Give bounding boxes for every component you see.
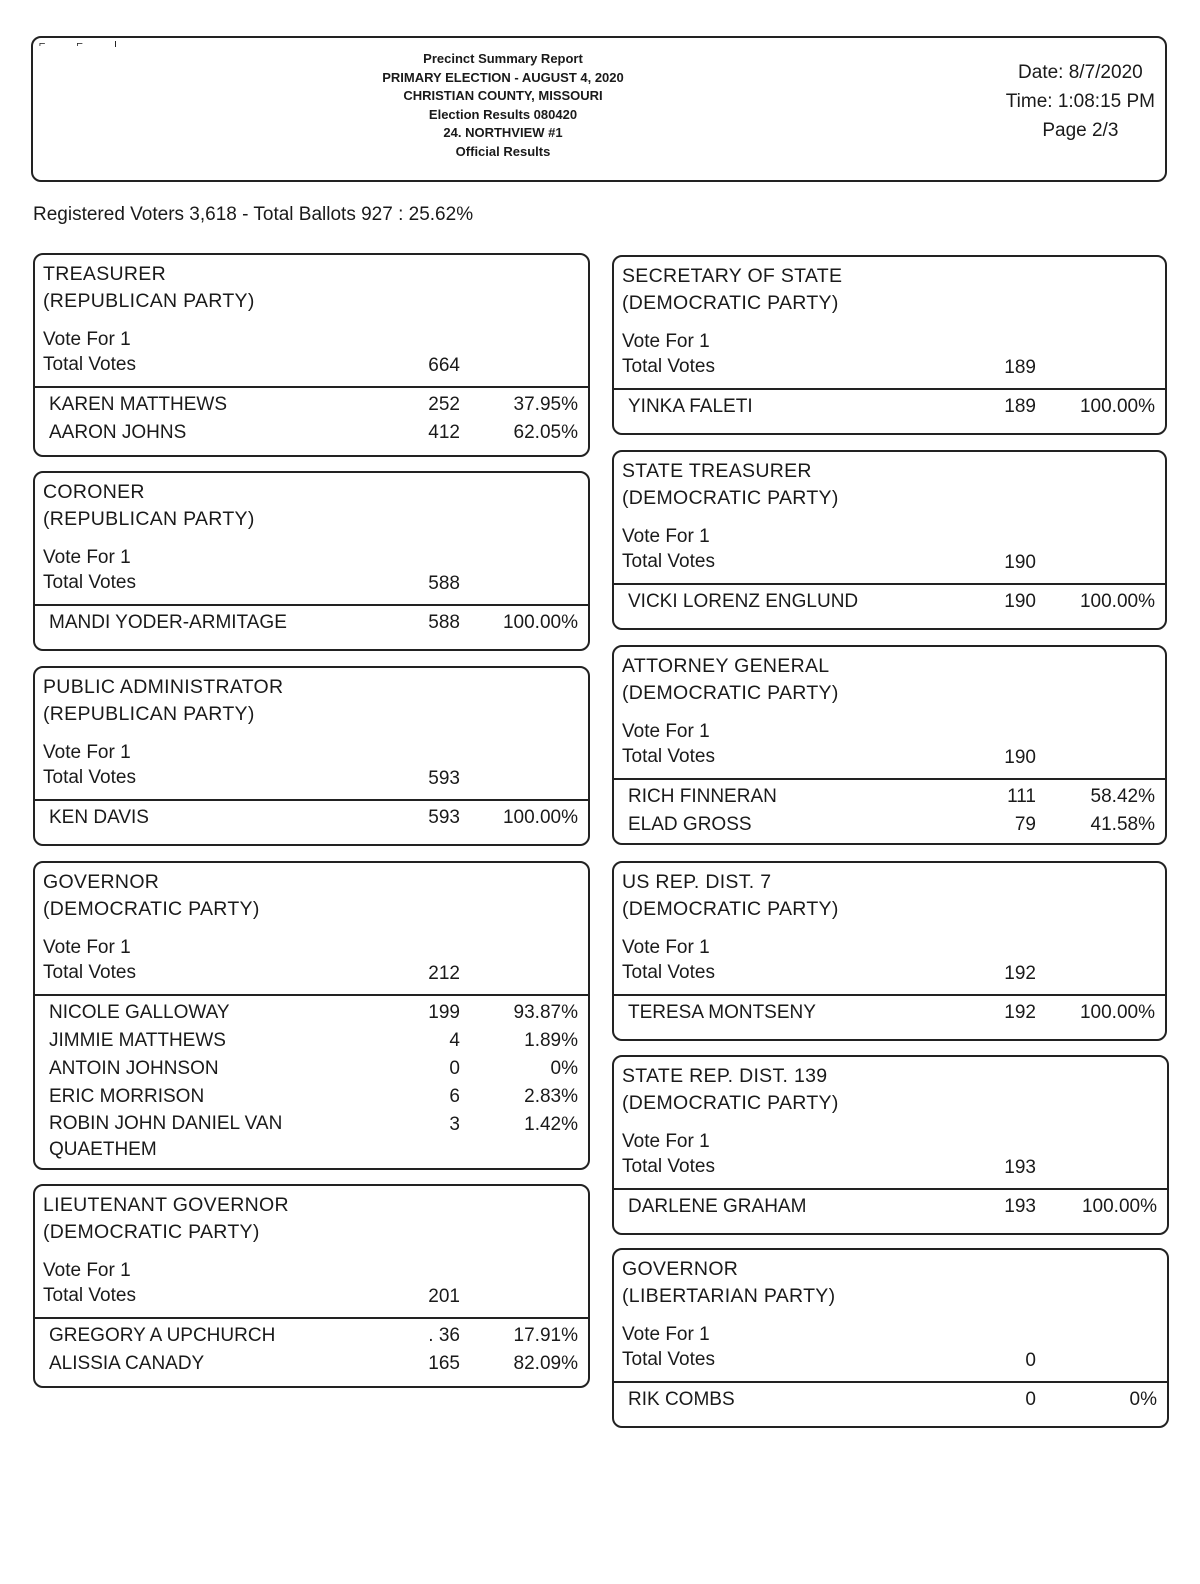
race-party: (DEMOCRATIC PARTY)	[622, 682, 839, 704]
candidate-row	[49, 804, 578, 832]
total-votes-value: 593	[428, 768, 460, 789]
race-party: (DEMOCRATIC PARTY)	[622, 487, 839, 509]
race-office: GOVERNOR	[622, 1258, 739, 1280]
race-party: (REPUBLICAN PARTY)	[43, 508, 255, 530]
candidate-row	[49, 1027, 578, 1055]
race-office: US REP. DIST. 7	[622, 871, 772, 893]
race-office: STATE TREASURER	[622, 460, 812, 482]
candidate-percent: 100.00%	[1081, 1196, 1157, 1217]
total-votes-value: 192	[1004, 963, 1036, 984]
candidate-row	[628, 811, 1155, 839]
race-office: PUBLIC ADMINISTRATOR	[43, 676, 284, 698]
candidate-name: RICH FINNERAN	[628, 786, 777, 807]
page-number: Page 2/3	[1042, 120, 1119, 141]
candidate-name: RIK COMBS	[628, 1389, 735, 1410]
race-box	[612, 861, 1167, 1041]
candidate-name: KAREN MATTHEWS	[49, 394, 228, 415]
results-status: Official Results	[455, 143, 551, 159]
vote-for-label: Vote For 1	[43, 1260, 131, 1281]
candidate-votes: 593	[428, 807, 460, 828]
report-title: Precinct Summary Report	[423, 51, 583, 66]
race-party: (REPUBLICAN PARTY)	[43, 290, 255, 312]
total-votes-label: Total Votes	[43, 767, 136, 788]
candidate-percent: 1.42%	[524, 1114, 578, 1135]
candidate-percent: 1.89%	[524, 1030, 578, 1051]
total-votes-label: Total Votes	[622, 962, 715, 983]
vote-for-label: Vote For 1	[622, 1131, 710, 1152]
total-votes-value: 664	[428, 355, 460, 376]
candidate-name: ALISSIA CANADY	[49, 1353, 205, 1374]
race-office: SECRETARY OF STATE	[622, 265, 843, 287]
vote-for-label: Vote For 1	[622, 331, 710, 352]
candidate-row	[49, 1111, 578, 1160]
candidate-votes: 4	[449, 1030, 460, 1051]
total-votes-value: 212	[428, 963, 460, 984]
candidate-row	[49, 1055, 578, 1083]
candidate-votes: 189	[1004, 396, 1036, 417]
candidate-votes: 165	[428, 1353, 460, 1374]
candidate-votes: 193	[1004, 1196, 1036, 1217]
results-id: Election Results 080420	[428, 106, 578, 122]
race-party: (DEMOCRATIC PARTY)	[622, 898, 839, 920]
candidate-percent: 2.83%	[524, 1086, 578, 1107]
race-divider	[35, 604, 588, 606]
candidate-votes: 252	[428, 394, 460, 415]
race-office: LIEUTENANT GOVERNOR	[43, 1194, 289, 1216]
candidate-row	[628, 393, 1155, 421]
total-votes-label: Total Votes	[43, 1285, 136, 1306]
race-title	[622, 1256, 835, 1310]
candidate-votes: 0	[449, 1058, 460, 1079]
candidate-votes: 192	[1004, 1002, 1036, 1023]
race-title	[43, 674, 283, 728]
candidate-percent: 0%	[1129, 1389, 1157, 1410]
race-divider	[614, 583, 1165, 585]
candidate-name: ERIC MORRISON	[49, 1086, 205, 1107]
candidate-row	[628, 1193, 1157, 1221]
candidate-votes: . 36	[428, 1325, 460, 1346]
race-title	[43, 869, 260, 923]
total-votes-value: 201	[428, 1286, 460, 1307]
race-party: (DEMOCRATIC PARTY)	[43, 898, 260, 920]
candidate-votes: 3	[449, 1114, 460, 1135]
race-divider	[35, 994, 588, 996]
candidate-percent: 93.87%	[513, 1002, 578, 1023]
race-party: (DEMOCRATIC PARTY)	[622, 292, 839, 314]
report-date: Date: 8/7/2020	[1018, 62, 1143, 83]
total-votes-label: Total Votes	[43, 962, 136, 983]
candidate-percent: 0%	[550, 1058, 578, 1079]
candidate-votes: 0	[1025, 1389, 1036, 1410]
race-divider	[35, 1317, 588, 1319]
race-divider	[614, 1381, 1167, 1383]
total-votes-value: 193	[1004, 1157, 1036, 1178]
candidate-name: ANTOIN JOHNSON	[49, 1058, 219, 1079]
candidate-percent: 100.00%	[502, 807, 578, 828]
candidate-name: VICKI LORENZ ENGLUND	[628, 591, 859, 612]
race-divider	[35, 386, 588, 388]
report-meta	[1006, 58, 1155, 145]
candidate-row	[628, 588, 1155, 616]
vote-for-label: Vote For 1	[43, 547, 131, 568]
race-box	[33, 253, 590, 457]
total-votes-value: 190	[1004, 747, 1036, 768]
turnout-summary: Registered Voters 3,618 - Total Ballots 927 : 25.62%	[33, 204, 474, 225]
candidate-name: YINKA FALETI	[628, 396, 753, 417]
race-party: (DEMOCRATIC PARTY)	[622, 1092, 839, 1114]
candidate-name: ELAD GROSS	[628, 814, 752, 835]
candidate-percent: 82.09%	[513, 1353, 578, 1374]
candidate-row	[628, 783, 1155, 811]
candidate-percent: 41.58%	[1090, 814, 1155, 835]
candidate-votes: 79	[1014, 814, 1036, 835]
race-divider	[614, 778, 1165, 780]
race-title	[622, 1063, 839, 1117]
candidate-name: NICOLE GALLOWAY	[49, 1002, 230, 1023]
vote-for-label: Vote For 1	[43, 742, 131, 763]
race-title	[43, 1192, 289, 1246]
precinct-name: 24. NORTHVIEW #1	[443, 125, 563, 140]
candidate-percent: 37.95%	[513, 394, 578, 415]
race-party: (LIBERTARIAN PARTY)	[622, 1285, 836, 1307]
candidate-percent: 17.91%	[513, 1325, 578, 1346]
race-box	[33, 1184, 590, 1388]
race-divider	[614, 1188, 1167, 1190]
race-office: STATE REP. DIST. 139	[622, 1065, 828, 1087]
candidate-percent: 58.42%	[1090, 786, 1155, 807]
report-header	[31, 36, 1167, 182]
candidate-name: GREGORY A UPCHURCH	[49, 1325, 276, 1346]
report-title-block	[293, 50, 713, 161]
candidate-votes: 412	[428, 422, 460, 443]
race-title	[622, 869, 839, 923]
race-title	[622, 458, 839, 512]
vote-for-label: Vote For 1	[622, 1324, 710, 1345]
race-title	[43, 479, 255, 533]
race-box	[33, 471, 590, 651]
total-votes-label: Total Votes	[622, 1349, 715, 1370]
candidate-percent: 100.00%	[1079, 1002, 1155, 1023]
candidate-name: MANDI YODER-ARMITAGE	[49, 612, 287, 633]
report-time: Time: 1:08:15 PM	[1005, 91, 1155, 112]
total-votes-label: Total Votes	[622, 746, 715, 767]
county-name: CHRISTIAN COUNTY, MISSOURI	[403, 88, 603, 103]
vote-for-label: Vote For 1	[622, 721, 710, 742]
candidate-row	[49, 1083, 578, 1111]
race-office: TREASURER	[43, 263, 166, 285]
candidate-votes: 111	[1007, 786, 1036, 807]
race-office: GOVERNOR	[43, 871, 160, 893]
total-votes-label: Total Votes	[622, 551, 715, 572]
candidate-percent: 100.00%	[502, 612, 578, 633]
candidate-percent: 100.00%	[1079, 396, 1155, 417]
total-votes-value: 190	[1004, 552, 1036, 573]
race-box	[612, 450, 1167, 630]
race-party: (REPUBLICAN PARTY)	[43, 703, 255, 725]
candidate-name: KEN DAVIS	[49, 807, 149, 828]
race-party: (DEMOCRATIC PARTY)	[43, 1221, 260, 1243]
candidate-votes: 6	[449, 1086, 460, 1107]
race-divider	[614, 388, 1165, 390]
race-box	[612, 1248, 1169, 1428]
candidate-row	[49, 419, 578, 447]
candidate-name: AARON JOHNS	[49, 422, 187, 443]
race-box	[612, 1055, 1169, 1235]
race-divider	[35, 799, 588, 801]
race-box	[33, 666, 590, 846]
total-votes-label: Total Votes	[622, 1156, 715, 1177]
candidate-name: DARLENE GRAHAM	[628, 1196, 807, 1217]
corner-marks: ⌐ ⌐ ı	[39, 38, 132, 50]
race-office: ATTORNEY GENERAL	[622, 655, 830, 677]
total-votes-label: Total Votes	[43, 572, 136, 593]
candidate-row	[628, 999, 1155, 1027]
race-title	[43, 261, 255, 315]
candidate-row	[49, 609, 578, 637]
race-box	[612, 645, 1167, 845]
candidate-row	[49, 1350, 578, 1378]
vote-for-label: Vote For 1	[622, 526, 710, 547]
vote-for-label: Vote For 1	[43, 937, 131, 958]
candidate-row	[49, 1322, 578, 1350]
candidate-name: JIMMIE MATTHEWS	[49, 1030, 226, 1051]
candidate-votes: 588	[428, 612, 460, 633]
candidate-percent: 100.00%	[1079, 591, 1155, 612]
candidate-votes: 190	[1004, 591, 1036, 612]
race-divider	[614, 994, 1165, 996]
candidate-name: ROBIN JOHN DANIEL VAN QUAETHEM	[49, 1113, 283, 1160]
race-title	[622, 653, 839, 707]
race-box	[33, 861, 590, 1170]
vote-for-label: Vote For 1	[43, 329, 131, 350]
candidate-name: TERESA MONTSENY	[628, 1002, 816, 1023]
total-votes-label: Total Votes	[43, 354, 136, 375]
race-office: CORONER	[43, 481, 145, 503]
candidate-row	[628, 1386, 1157, 1414]
candidate-percent: 62.05%	[513, 422, 578, 443]
total-votes-value: 588	[428, 573, 460, 594]
total-votes-value: 0	[1025, 1350, 1036, 1371]
total-votes-label: Total Votes	[622, 356, 715, 377]
election-name: PRIMARY ELECTION - AUGUST 4, 2020	[382, 69, 624, 85]
candidate-votes: 199	[428, 1002, 460, 1023]
candidate-row	[49, 391, 578, 419]
candidate-row	[49, 999, 578, 1027]
vote-for-label: Vote For 1	[622, 937, 710, 958]
race-box	[612, 255, 1167, 435]
total-votes-value: 189	[1004, 357, 1036, 378]
race-title	[622, 263, 842, 317]
